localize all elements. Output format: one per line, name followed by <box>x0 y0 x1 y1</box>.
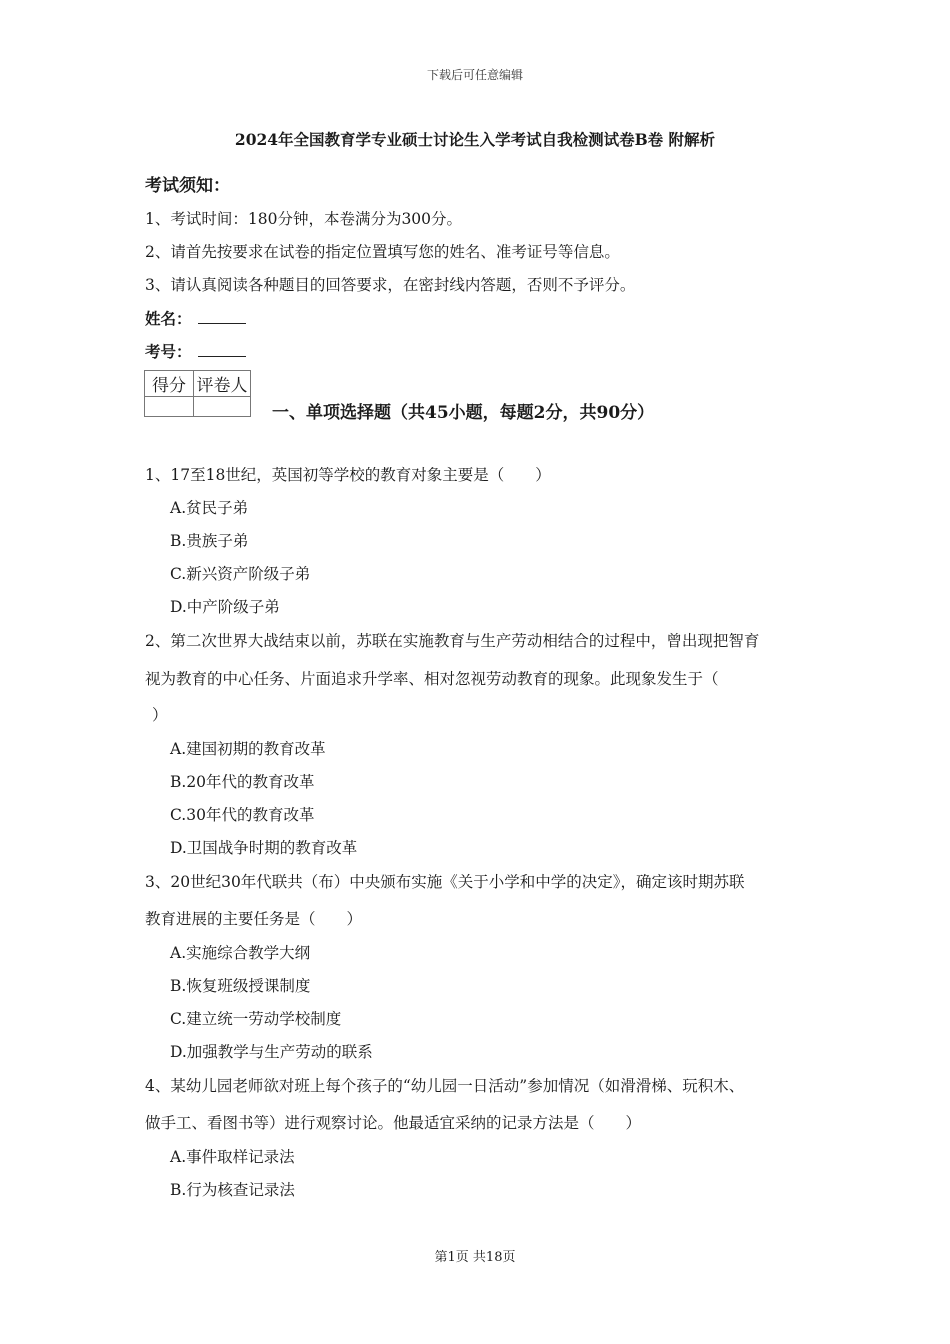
name-field <box>145 307 246 329</box>
grader-cell[interactable] <box>194 397 251 417</box>
id-label: 考号： <box>145 342 192 361</box>
section-title: 一、单项选择题（共45小题，每题2分，共90分） <box>272 403 655 423</box>
notice-heading: 考试须知： <box>145 176 230 196</box>
header-note: 下载后可任意编辑 <box>426 68 523 82</box>
question-option[interactable]: D.卫国战争时期的教育改革 <box>170 839 358 857</box>
question-option[interactable]: A.建国初期的教育改革 <box>170 740 326 758</box>
question-stem: 视为教育的中心任务、片面追求升学率、相对忽视劳动教育的现象。此现象发生于（ <box>145 670 719 688</box>
question-stem: 教育进展的主要任务是（ ） <box>145 910 363 928</box>
grader-label: 评卷人 <box>194 371 251 397</box>
question-option[interactable]: B.20年代的教育改革 <box>170 773 315 791</box>
notice-item: 2、请首先按要求在试卷的指定位置填写您的姓名、准考证号等信息。 <box>145 243 620 261</box>
question-stem: 1、17至18世纪，英国初等学校的教育对象主要是（ ） <box>145 466 551 484</box>
notice-item: 3、请认真阅读各种题目的回答要求，在密封线内答题，否则不予评分。 <box>145 276 636 294</box>
score-cell[interactable] <box>145 397 194 417</box>
name-blank[interactable] <box>198 309 246 324</box>
question-option[interactable]: A.贫民子弟 <box>170 499 249 517</box>
page-footer: 第1页 共18页 <box>434 1250 516 1265</box>
question-option[interactable]: C.新兴资产阶级子弟 <box>170 565 311 583</box>
question-option[interactable]: A.事件取样记录法 <box>170 1148 295 1166</box>
question-option[interactable]: D.加强教学与生产劳动的联系 <box>170 1043 373 1061</box>
score-box <box>144 370 251 417</box>
question-option[interactable]: B.恢复班级授课制度 <box>170 977 311 995</box>
question-option[interactable]: B.贵族子弟 <box>170 532 249 550</box>
document-title: 2024年全国教育学专业硕士讨论生入学考试自我检测试卷B卷 附解析 <box>234 130 716 149</box>
question-option[interactable]: A.实施综合教学大纲 <box>170 944 311 962</box>
question-option[interactable]: B.行为核查记录法 <box>170 1181 295 1199</box>
question-option[interactable]: C.建立统一劳动学校制度 <box>170 1010 342 1028</box>
question-stem: 做手工、看图书等）进行观察讨论。他最适宜采纳的记录方法是（ ） <box>145 1114 642 1132</box>
notice-item: 1、考试时间：180分钟，本卷满分为300分。 <box>145 210 463 228</box>
score-label: 得分 <box>145 371 194 397</box>
id-field <box>145 340 246 362</box>
id-blank[interactable] <box>198 342 246 357</box>
question-stem: ） <box>152 706 168 724</box>
question-option[interactable]: D.中产阶级子弟 <box>170 598 280 616</box>
question-stem: 4、某幼儿园老师欲对班上每个孩子的“幼儿园一日活动”参加情况（如滑滑梯、玩积木、 <box>145 1077 745 1095</box>
question-stem: 2、第二次世界大战结束以前，苏联在实施教育与生产劳动相结合的过程中，曾出现把智育 <box>145 632 760 650</box>
question-stem: 3、20世纪30年代联共（布）中央颁布实施《关于小学和中学的决定》，确定该时期苏联 <box>145 873 745 891</box>
name-label: 姓名： <box>145 309 192 328</box>
question-option[interactable]: C.30年代的教育改革 <box>170 806 315 824</box>
